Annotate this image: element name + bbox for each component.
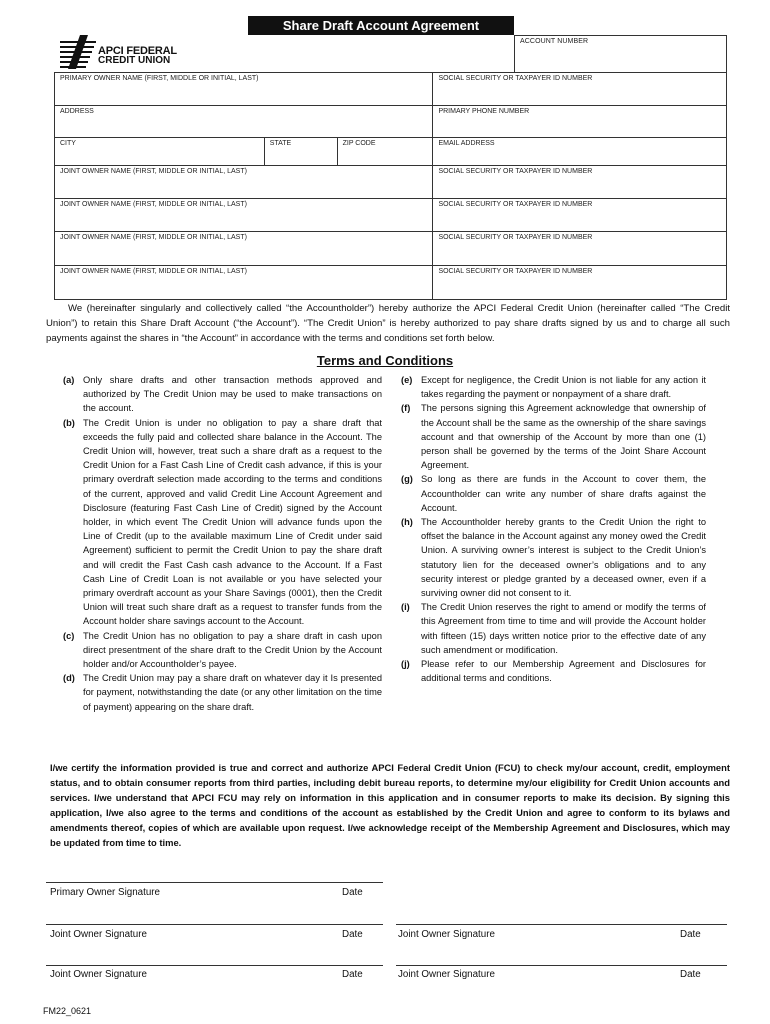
- zip-label: ZIP CODE: [342, 140, 376, 147]
- primary-signature-label: Primary Owner Signature: [50, 887, 160, 898]
- joint-ssn-4-label: SOCIAL SECURITY OR TAXPAYER ID NUMBER: [438, 268, 593, 275]
- primary-signature-line[interactable]: [46, 882, 383, 883]
- city-label: CITY: [60, 140, 76, 147]
- terms-title: Terms and Conditions: [316, 353, 454, 368]
- joint-signature-line-2[interactable]: [396, 924, 727, 925]
- joint-date-label-4: Date: [680, 969, 701, 980]
- logo: [60, 34, 200, 72]
- logo-line2: CREDIT UNION: [98, 55, 171, 66]
- address-field[interactable]: [55, 106, 433, 137]
- joint-signature-label-2: Joint Owner Signature: [398, 929, 495, 940]
- joint-signature-line-3[interactable]: [46, 965, 383, 966]
- joint-owner-2-label: JOINT OWNER NAME (FIRST, MIDDLE OR INITIAL, LAST): [60, 201, 247, 208]
- term-c: [60, 629, 382, 672]
- term-d: [60, 671, 382, 714]
- email-field[interactable]: [433, 138, 727, 165]
- term-text: So long as there are funds in the Account to cover them, the Accountholder can write any number of share drafts against the Account.: [421, 474, 706, 513]
- joint-owner-3-field[interactable]: [55, 232, 433, 265]
- joint-date-label-3: Date: [342, 969, 363, 980]
- term-letter: (c): [63, 630, 75, 641]
- primary-owner-field[interactable]: [55, 73, 433, 105]
- term-j: [398, 657, 706, 685]
- zip-field[interactable]: [338, 138, 434, 165]
- term-text: The Credit Union reserves the right to amend or modify the terms of this Agreement from time to time and will provide the Account holder with fifteen (15) days written notice prior to the effective date of any such amendment or modification.: [421, 602, 706, 655]
- joint-ssn-3-label: SOCIAL SECURITY OR TAXPAYER ID NUMBER: [438, 234, 593, 241]
- term-letter: (h): [401, 517, 413, 528]
- joint-signature-label-4: Joint Owner Signature: [398, 969, 495, 980]
- joint-ssn-1-label: SOCIAL SECURITY OR TAXPAYER ID NUMBER: [438, 168, 593, 175]
- form-title: Share Draft Account Agreement: [248, 16, 514, 35]
- form-code: FM22_0621: [43, 1006, 92, 1016]
- state-label: STATE: [269, 140, 292, 147]
- term-text: The Credit Union may pay a share draft on whatever day it Is presented for payment, notwithstanding the date (or any other limitation on the time of payment) appearing on the share draft.: [83, 673, 382, 712]
- joint-signature-label-1: Joint Owner Signature: [50, 929, 147, 940]
- joint-signature-line-4[interactable]: [396, 965, 727, 966]
- term-text: The Credit Union has no obligation to pay a share draft in cash upon direct presentment of the share draft to the Credit Union by the Account holder and/or Accountholder’s payee.: [83, 630, 382, 670]
- term-letter: (e): [401, 375, 413, 385]
- owner-info-grid: [54, 72, 727, 300]
- term-letter: (a): [63, 375, 75, 385]
- term-text: The persons signing this Agreement acknowledge that ownership of the Account shall be the same as the ownership of the share savings account and that ownership of the Account by more than one (1) person shall be governed by the terms of the Joint Share Account Agreement.: [421, 403, 706, 471]
- term-text: Please refer to our Membership Agreement and Disclosures for additional terms and conditions.: [421, 659, 706, 684]
- joint-ssn-2-field[interactable]: [433, 199, 727, 231]
- certification-paragraph: I/we certify the information provided is true and correct and authorize APCI Federal Credit Union (FCU) to check my/our account, credit, employment status, and to obtain consumer reports from third parties, including debit bureau reports, to determine my/our eligibility for Credit Union accounts and services. I/we understand that APCI FCU may rely on information in this application and in consumer reports to make its decision. By signing this application, I/we also agree to the terms and conditions of the account as established by the Credit Union and agree to conform to its bylaws and amendments thereof, copies of which are available upon request. I/we acknowledge receipt of the Membership Agreement and Disclosures, which may be updated from time to time.: [50, 762, 730, 848]
- joint-ssn-4-field[interactable]: [433, 266, 727, 299]
- primary-ssn-label: SOCIAL SECURITY OR TAXPAYER ID NUMBER: [438, 75, 593, 82]
- joint-owner-4-field[interactable]: [55, 266, 433, 299]
- primary-owner-label: PRIMARY OWNER NAME (FIRST, MIDDLE OR INITIAL, LAST): [60, 75, 259, 82]
- joint-ssn-2-label: SOCIAL SECURITY OR TAXPAYER ID NUMBER: [438, 201, 593, 208]
- primary-date-label: Date: [342, 887, 363, 898]
- logo-line1: APCI FEDERAL: [98, 45, 177, 57]
- term-f: [398, 401, 706, 472]
- term-e: [398, 373, 706, 401]
- term-text: The Accountholder hereby grants to the Credit Union the right to offset the balance in the Account against any money owed the Credit Union. A surviving owner’s interest is subject to the Credit Union’s statutory lien for the deceased owner’s obligations and to any security interest or pledge granted by a deceased owner, even if a surviving owner did not consent to it.: [421, 517, 706, 599]
- term-text: Except for negligence, the Credit Union is not liable for any action it takes regarding the payment or nonpayment of a share draft.: [421, 375, 706, 400]
- term-letter: (i): [401, 602, 410, 613]
- term-g: [398, 472, 706, 515]
- terms-right-column: [398, 373, 706, 685]
- joint-date-label-2: Date: [680, 929, 701, 940]
- intro-paragraph: We (hereinafter singularly and collectively called “the Accountholder”) hereby authorize the APCI Federal Credit Union (hereinafter called “The Credit Union”) to retain this Share Draft Account (“the Account”). “The Credit Union” is hereby authorized to pay share drafts signed by us and to charge all such payments against the shares in “the Account” in accordance with the terms and conditions set forth below.: [46, 303, 730, 344]
- account-number-label: ACCOUNT NUMBER: [520, 38, 589, 45]
- address-label: ADDRESS: [60, 108, 94, 115]
- term-text: Only share drafts and other transaction methods approved and authorized by The Credit Union may be used to make transactions on the account.: [83, 375, 382, 414]
- term-b: [60, 416, 382, 629]
- term-letter: (b): [63, 417, 75, 428]
- joint-owner-3-label: JOINT OWNER NAME (FIRST, MIDDLE OR INITIAL, LAST): [60, 234, 247, 241]
- joint-owner-1-label: JOINT OWNER NAME (FIRST, MIDDLE OR INITIAL, LAST): [60, 168, 247, 175]
- account-number-field[interactable]: [514, 35, 727, 73]
- joint-ssn-1-field[interactable]: [433, 166, 727, 198]
- joint-date-label-1: Date: [342, 929, 363, 940]
- term-h: [398, 515, 706, 600]
- email-label: EMAIL ADDRESS: [438, 140, 495, 147]
- city-field[interactable]: [55, 138, 265, 165]
- term-a: [60, 373, 382, 416]
- primary-ssn-field[interactable]: [433, 73, 727, 105]
- terms-left-column: [60, 373, 382, 714]
- term-letter: (g): [401, 474, 413, 485]
- logo-mark-icon: [60, 35, 100, 69]
- joint-signature-line-1[interactable]: [46, 924, 383, 925]
- phone-field[interactable]: [433, 106, 727, 137]
- joint-ssn-3-field[interactable]: [433, 232, 727, 265]
- term-letter: (f): [401, 403, 411, 414]
- joint-signature-label-3: Joint Owner Signature: [50, 969, 147, 980]
- joint-owner-1-field[interactable]: [55, 166, 433, 198]
- term-letter: (j): [401, 659, 410, 670]
- joint-owner-4-label: JOINT OWNER NAME (FIRST, MIDDLE OR INITIAL, LAST): [60, 268, 247, 275]
- joint-owner-2-field[interactable]: [55, 199, 433, 231]
- phone-label: PRIMARY PHONE NUMBER: [438, 108, 530, 115]
- term-letter: (d): [63, 673, 75, 684]
- term-text: The Credit Union is under no obligation to pay a share draft that exceeds the fully paid and collected share balance in the Account. The Credit Union will, however, treat such a share draft as a request to the Credit Union for a Fast Cash Line of Credit cash advance, if this is your primary overdraft selection made according to the terms and conditions of the current, approved and valid Credit Line Account Agreement and Disclosure (featuring Fast Cash Line of Credit) signed by the Account holder, in which event The Credit Union will advance funds upon the Line of Credit (up to the available maximum Line of Credit under said Agreement) sufficient to permit the Credit Union to pay the share draft and will credit the Fast Cash cash advance to the Account. If a Fast Cash Line of Credit Loan is not available or you have selected your primary overdraft account as your Share Savings (0001), then the Credit Union will treat such share draft as a request to transfer funds from the Account holder share savings account to the Account.: [83, 417, 382, 627]
- state-field[interactable]: [265, 138, 338, 165]
- term-i: [398, 600, 706, 657]
